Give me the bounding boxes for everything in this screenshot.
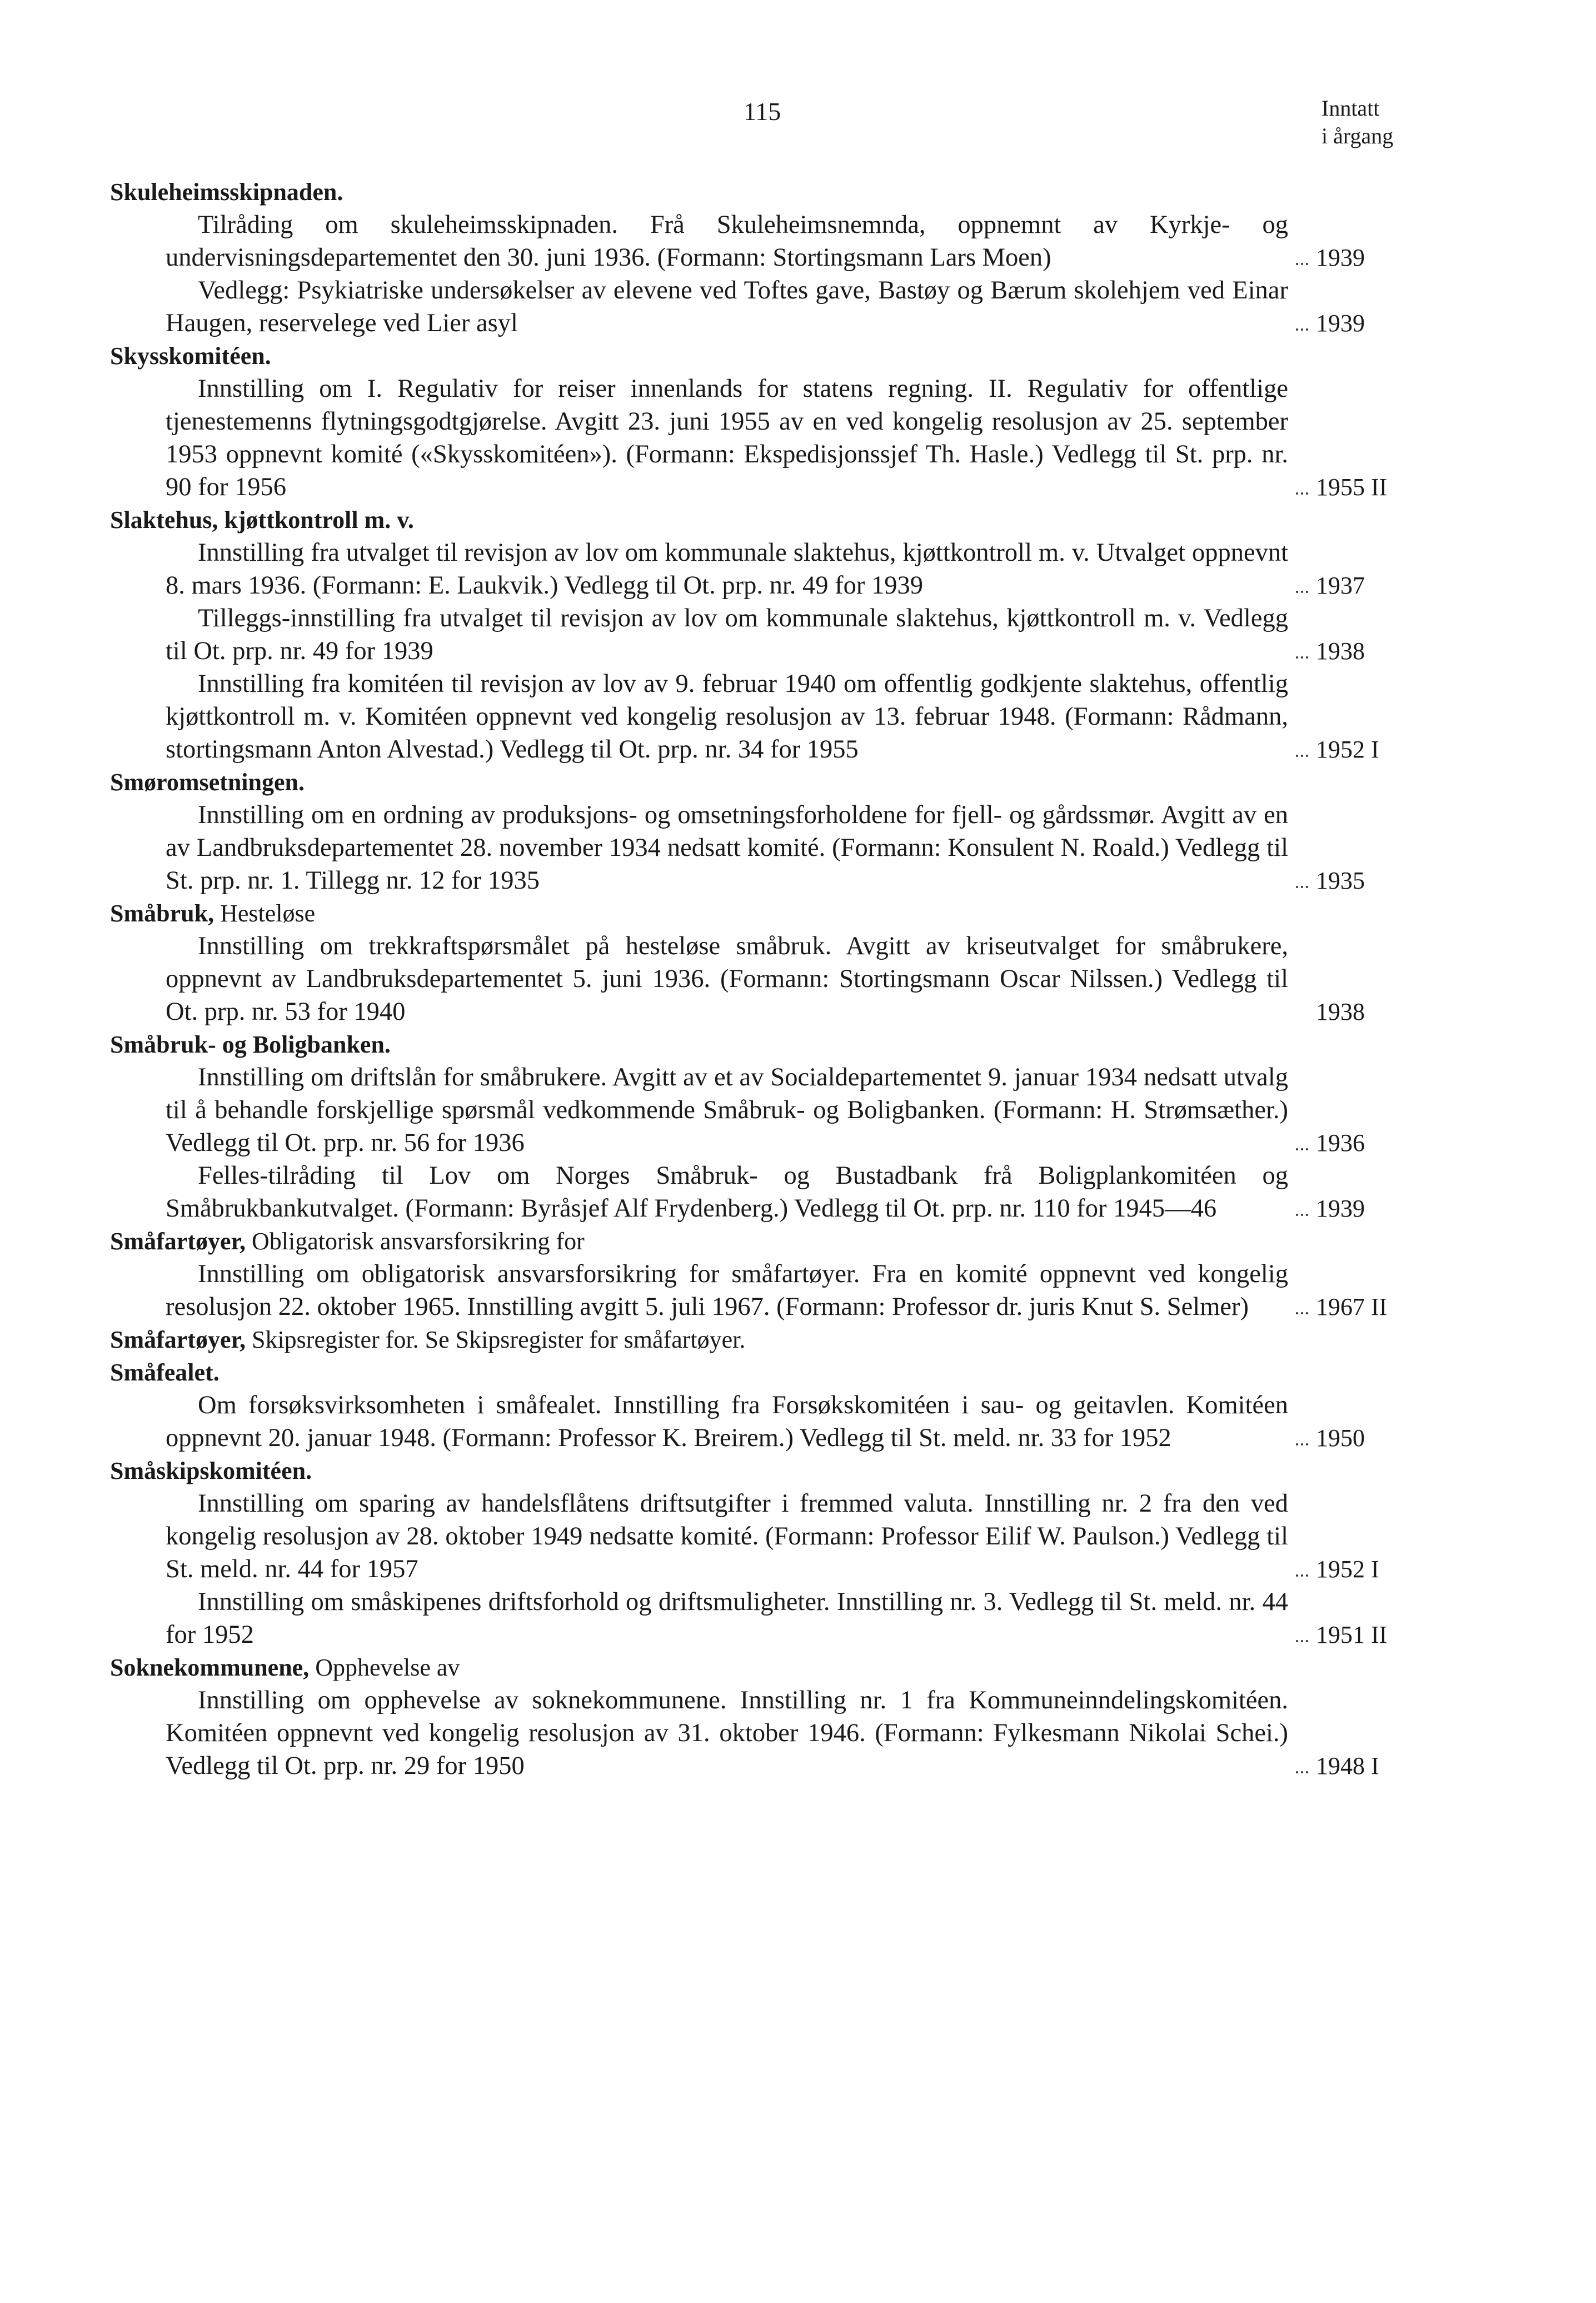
index-entry bbox=[110, 1323, 1422, 1356]
entry-heading bbox=[110, 176, 1422, 208]
page-number: 115 bbox=[744, 97, 781, 126]
dot-leader bbox=[1296, 492, 1308, 495]
entry-item-year: 1952 I bbox=[1316, 736, 1379, 763]
index-entry bbox=[110, 1651, 1422, 1782]
entry-heading-keyword: Småskipskomitéen. bbox=[110, 1457, 312, 1484]
entry-heading bbox=[110, 504, 1422, 536]
index-entry bbox=[110, 897, 1422, 1028]
entry-heading-subtitle: Skipsregister for. Se Skipsregister for småfartøyer. bbox=[245, 1326, 746, 1353]
entry-item-year: 1936 bbox=[1316, 1129, 1365, 1157]
index-entry bbox=[110, 1454, 1422, 1651]
index-entry bbox=[110, 1356, 1422, 1454]
dot-leader bbox=[1296, 1214, 1308, 1216]
entry-item bbox=[110, 274, 1422, 340]
entry-item-text: Innstilling fra komitéen til revisjon av lov av 9. februar 1940 om offentlig godkjente slaktehus, offentlig kjøttkontroll m. v. Komitéen oppnevnt ved kongelig resolusjon av 13. februar 1948. (Formann: Rådmann, stortingsmann Anton Alvestad.) Vedlegg til Ot. prp. nr. 34 for 1955 bbox=[166, 670, 1288, 764]
entry-heading-keyword: Slaktehus, kjøttkontroll m. v. bbox=[110, 506, 414, 534]
index-entry bbox=[110, 1028, 1422, 1225]
entry-item-text: Vedlegg: Psykiatriske undersøkelser av elevene ved Toftes gave, Bastøy og Bærum skolehjem ved Einar Haugen, reservelege ved Lier asyl bbox=[166, 276, 1288, 337]
entry-heading bbox=[110, 1028, 1422, 1061]
entry-heading-subtitle: Opphevelse av bbox=[309, 1654, 460, 1681]
dot-leader bbox=[1296, 591, 1308, 593]
entry-item-text: Innstilling om opphevelse av soknekommunene. Innstilling nr. 1 fra Kommuneinndelingskomitéen. Komitéen oppnevnt ved kongelig resolusjon av 31. oktober 1946. (Formann: Fylkesmann Nikolai Schei.) Vedlegg til Ot. prp. nr. 29 for 1950 bbox=[166, 1686, 1288, 1780]
dot-leader bbox=[1296, 1312, 1308, 1314]
entry-item-text: Innstilling om trekkraftspørsmålet på hesteløse småbruk. Avgitt av kriseutvalget for småbrukere, oppnevnt av Landbruksdepartementet 5. juni 1936. (Formann: Stortingsmann Oscar Nilssen.) Vedlegg til Ot. prp. nr. 53 for 1940 bbox=[166, 932, 1288, 1026]
dot-leader bbox=[1296, 1640, 1308, 1642]
entry-heading bbox=[110, 340, 1422, 372]
entry-heading bbox=[110, 1323, 1422, 1356]
entry-item-text: Innstilling om småskipenes driftsforhold og driftsmuligheter. Innstilling nr. 3. Vedlegg til St. meld. nr. 44 for 1952 bbox=[166, 1588, 1288, 1649]
entry-item bbox=[110, 372, 1422, 504]
entry-item-year: 1939 bbox=[1316, 310, 1365, 337]
entry-item-year: 1967 II bbox=[1316, 1293, 1388, 1320]
entry-item-year: 1950 bbox=[1316, 1424, 1365, 1452]
entry-item-text: Tilråding om skuleheimsskipnaden. Frå Skuleheimsnemnda, oppnemnt av Kyrkje- og undervisningsdepartementet den 30. juni 1936. (Formann: Stortingsmann Lars Moen) bbox=[166, 211, 1288, 272]
entry-heading-subtitle: Hesteløse bbox=[214, 900, 316, 927]
dot-leader bbox=[1296, 886, 1308, 888]
entry-heading bbox=[110, 1651, 1422, 1684]
entry-item bbox=[110, 208, 1422, 274]
index-entry bbox=[110, 504, 1422, 766]
dot-leader bbox=[1296, 656, 1308, 659]
entry-item-text: Tilleggs-innstilling fra utvalget til revisjon av lov om kommunale slaktehus, kjøttkontroll m. v. Vedlegg til Ot. prp. nr. 49 for 1939 bbox=[166, 604, 1288, 665]
dot-leader bbox=[1296, 328, 1308, 331]
entry-heading-keyword: Småfartøyer, bbox=[110, 1326, 246, 1353]
entry-heading-keyword: Skuleheimsskipnaden. bbox=[110, 178, 343, 206]
entry-item-text: Innstilling om driftslån for småbrukere. Avgitt av et av Socialdepartementet 9. januar 1934 nedsatt utvalg til å behandle forskjellige spørsmål vedkommende Småbruk- og Boligbanken. (Formann: H. Strømsæther.) Vedlegg til Ot. prp. nr. 56 for 1936 bbox=[166, 1063, 1288, 1157]
entry-item-year: 1952 I bbox=[1316, 1556, 1379, 1583]
column-heading bbox=[1321, 94, 1393, 150]
index-entry bbox=[110, 1225, 1422, 1323]
entry-item-year: 1937 bbox=[1316, 572, 1365, 599]
entry-item bbox=[110, 930, 1422, 1028]
entry-heading-keyword: Smøromsetningen. bbox=[110, 769, 305, 796]
entry-heading-keyword: Småfealet. bbox=[110, 1359, 220, 1386]
entry-item-year: 1938 bbox=[1316, 998, 1365, 1025]
entry-item-text: Felles-tilråding til Lov om Norges Småbruk- og Bustadbank frå Boligplankomitéen og Småbrukbankutvalget. (Formann: Byråsjef Alf Frydenberg.) Vedlegg til Ot. prp. nr. 110 for 1945—46 bbox=[166, 1162, 1288, 1223]
dot-leader bbox=[1296, 1443, 1308, 1445]
index-entry bbox=[110, 176, 1422, 340]
column-heading-line1: Inntatt bbox=[1321, 96, 1380, 121]
dot-leader bbox=[1296, 755, 1308, 757]
entry-heading-keyword: Småbruk, bbox=[110, 900, 215, 927]
entry-item-text: Om forsøksvirksomheten i småfealet. Innstilling fra Forsøkskomitéen i sau- og geitavlen. Komitéen oppnevnt 20. januar 1948. (Formann: Professor K. Breirem.) Vedlegg til St. meld. nr. 33 for 1952 bbox=[166, 1391, 1288, 1452]
entry-item bbox=[110, 602, 1422, 667]
entry-item-year: 1939 bbox=[1316, 244, 1365, 271]
entry-item-year: 1948 I bbox=[1316, 1752, 1379, 1779]
entry-item-year: 1951 II bbox=[1316, 1621, 1388, 1648]
entry-heading bbox=[110, 766, 1422, 799]
entry-item-text: Innstilling om sparing av handelsflåtens driftsutgifter i fremmed valuta. Innstilling nr. 2 fra den ved kongelig resolusjon av 28. oktober 1949 nedsatte komité. (Formann: Professor Eilif W. Paulson.) Vedlegg til St. meld. nr. 44 for 1957 bbox=[166, 1489, 1288, 1583]
entry-item-year: 1935 bbox=[1316, 867, 1365, 894]
column-heading-line2: i årgang bbox=[1321, 123, 1394, 148]
entry-item-text: Innstilling om en ordning av produksjons- og omsetningsforholdene for fjell- og gårdssmør. Avgitt av en av Landbruksdepartementet 28. november 1934 nedsatt komité. (Formann: Konsulent N. Roald.) Vedlegg til St. prp. nr. 1. Tillegg nr. 12 for 1935 bbox=[166, 801, 1288, 895]
entry-heading-subtitle: Obligatorisk ansvarsforsikring for bbox=[245, 1228, 585, 1255]
entry-item bbox=[110, 1684, 1422, 1782]
entry-heading bbox=[110, 897, 1422, 930]
entry-heading-keyword: Småfartøyer, bbox=[110, 1228, 246, 1255]
entry-item-year: 1938 bbox=[1316, 637, 1365, 665]
entry-item-year: 1955 II bbox=[1316, 473, 1388, 501]
dot-leader bbox=[1296, 1771, 1308, 1773]
dot-leader bbox=[1296, 1574, 1308, 1577]
entry-heading-keyword: Soknekommunene, bbox=[110, 1654, 310, 1681]
dot-leader bbox=[1296, 1148, 1308, 1150]
entry-item bbox=[110, 1487, 1422, 1586]
entry-item-year: 1939 bbox=[1316, 1195, 1365, 1222]
entry-heading bbox=[110, 1356, 1422, 1389]
entry-item bbox=[110, 1586, 1422, 1651]
entry-item-text: Innstilling om obligatorisk ansvarsforsikring for småfartøyer. Fra en komité oppnevnt ved kongelig resolusjon 22. oktober 1965. Innstilling avgitt 5. juli 1967. (Formann: Professor dr. juris Knut S. Selmer) bbox=[166, 1260, 1288, 1321]
index-entries bbox=[110, 176, 1422, 1782]
entry-item bbox=[110, 799, 1422, 897]
entry-item bbox=[110, 1389, 1422, 1454]
dot-leader bbox=[1296, 263, 1308, 265]
entry-item bbox=[110, 536, 1422, 602]
entry-heading-keyword: Småbruk- og Boligbanken. bbox=[110, 1031, 391, 1058]
entry-item-text: Innstilling om I. Regulativ for reiser innenlands for statens regning. II. Regulativ for offentlige tjenestemenns flytningsgodtgjørelse. Avgitt 23. juni 1955 av en ved kongelig resolusjon av 25. september 1953 oppnevnt komité («Skysskomitéen»). (Formann: Ekspedisjonssjef Th. Hasle.) Vedlegg til St. prp. nr. 90 for 1956 bbox=[166, 375, 1288, 501]
entry-heading bbox=[110, 1454, 1422, 1487]
entry-item-text: Innstilling fra utvalget til revisjon av lov om kommunale slaktehus, kjøttkontroll m. v. Utvalget oppnevnt 8. mars 1936. (Formann: E. Laukvik.) Vedlegg til Ot. prp. nr. 49 for 1939 bbox=[166, 539, 1288, 600]
entry-heading-keyword: Skysskomitéen. bbox=[110, 342, 271, 370]
entry-heading bbox=[110, 1225, 1422, 1258]
index-entry bbox=[110, 766, 1422, 897]
entry-item bbox=[110, 1061, 1422, 1159]
index-entry bbox=[110, 340, 1422, 504]
entry-item bbox=[110, 667, 1422, 766]
entry-item bbox=[110, 1258, 1422, 1323]
entry-item bbox=[110, 1159, 1422, 1225]
